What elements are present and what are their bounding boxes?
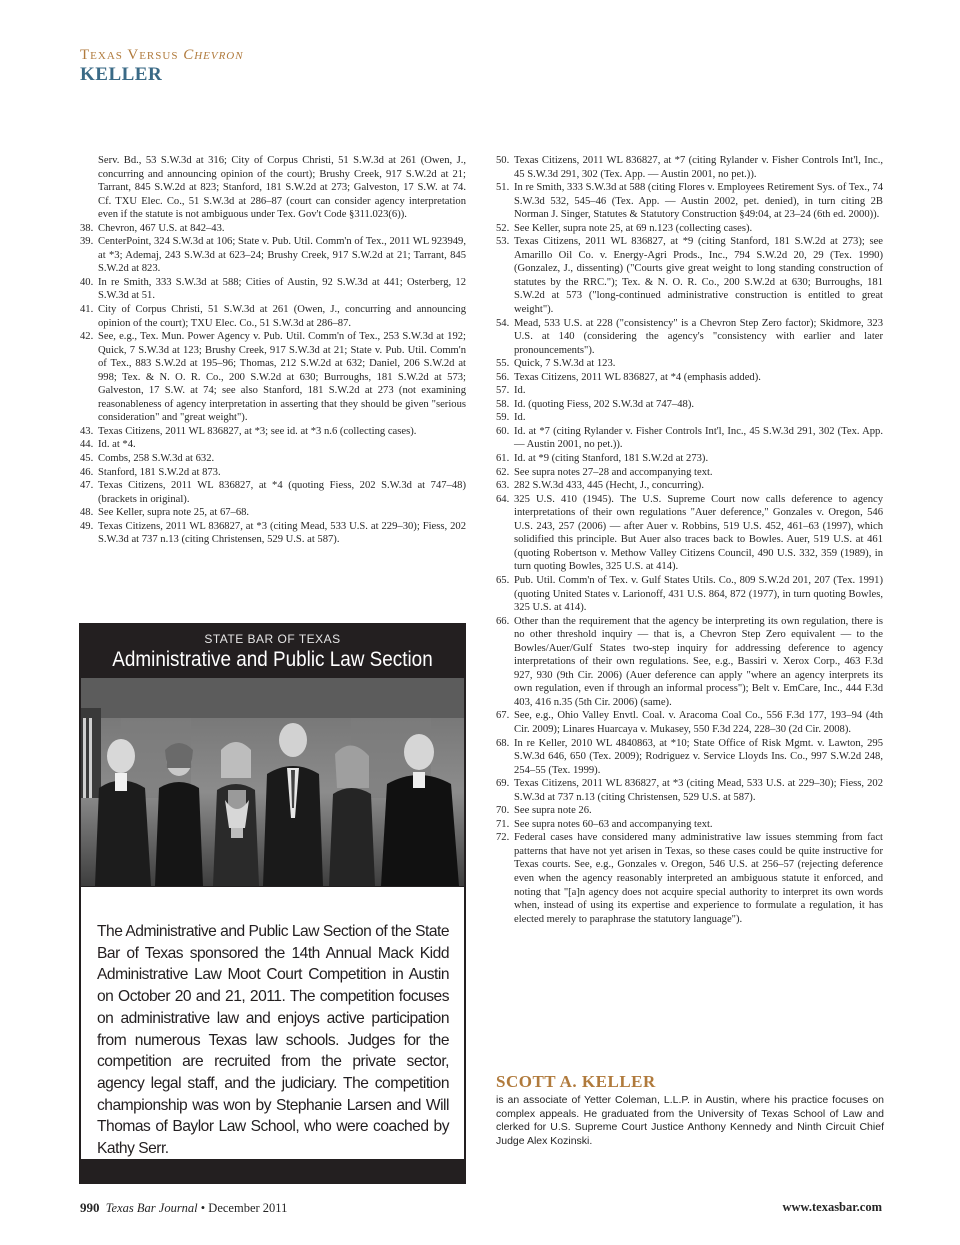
endnote-text: Other than the requirement that the agency be interpreting its own regulation, there is no other threshold inquiry — that is, a Chevron Step Zero equivalent — to the Bowles/Auer/Gulf States two-step inquiry for addressing deference to agency interpretations of their own regulations. See, e.g., Bassiri v. Xerox Corp., 463 F.3d 927, 930 (9th Cir. 2006) (Auer deference can apply "where an agency interprets its own regulation, even if through an informal process"); Belt v. EmCare, Inc., 444 F.3d 403, 416 n.35 (5th Cir. 2006) (same). — [514, 615, 883, 708]
endnote-item — [496, 384, 883, 398]
endnote-number: 57. — [496, 385, 510, 397]
endnote-number: 54. — [496, 317, 510, 329]
endnote-number: 69. — [496, 778, 510, 790]
endnote-text: Texas Citizens, 2011 WL 836827, at *7 (citing Rylander v. Fisher Controls Int'l, Inc., 45 S.W.3d 291, 302 (Tex. App. — Austin 2001, no pet.)). — [514, 155, 883, 180]
endnote-item — [80, 479, 466, 506]
endnote-item — [496, 709, 883, 736]
endnote-number: 66. — [496, 615, 510, 627]
endnote-item — [80, 276, 466, 303]
endnote-item — [496, 452, 883, 466]
endnote-number: 50. — [496, 155, 510, 166]
endnote-number: 70. — [496, 805, 510, 817]
sidebar-box — [79, 623, 466, 1184]
endnote-item — [496, 425, 883, 452]
endnote-number: 65. — [496, 574, 510, 586]
endnote-text: Id. at *4. — [98, 439, 136, 451]
endnote-item — [80, 222, 466, 236]
endnote-text: City of Corpus Christi, 51 S.W.3d at 261 (Owen, J., concurring and announcing opinion of the court); TXU Elec. Co., 51 S.W.3d at 286–87. — [98, 304, 466, 329]
endnote-text: See Keller, supra note 25, at 67–68. — [98, 507, 250, 519]
endnote-number: 49. — [80, 520, 94, 532]
endnote-number: 39. — [80, 236, 94, 248]
sidebar-title: Administrative and Public Law Section — [112, 648, 433, 671]
endnote-text: Id. at *9 (citing Stanford, 181 S.W.2d at 273). — [514, 453, 709, 465]
endnote-number: 56. — [496, 371, 510, 383]
endnote-item — [496, 574, 883, 615]
endnote-item — [80, 154, 466, 222]
endnote-text: Id. at *7 (citing Rylander v. Fisher Controls Int'l, Inc., 45 S.W.3d 291, 302 (Tex. App. — Austin 2001, no pet.)). — [514, 425, 883, 451]
endnote-number: 59. — [496, 412, 510, 424]
endnote-item — [496, 737, 883, 778]
group-photo-image — [81, 678, 464, 886]
endnote-item — [80, 520, 466, 547]
issue-date: December 2011 — [208, 1201, 288, 1215]
endnote-item — [496, 398, 883, 412]
endnote-text: Mead, 533 U.S. at 228 ("consistency" is a Chevron Step Zero factor); Skidmore, 323 U.S. at 140 (considering the agency's "consistency with earlier and later pronouncements"). — [514, 317, 883, 356]
author-bio-text: is an associate of Yetter Coleman, L.L.P. in Austin, where his practice focuses on complex appeals. He graduated from the University of Texas School of Law and clerked for U.S. Supreme Court Justice Anthony Kennedy and Ninth Circuit Chief Judge Alex Kozinski. — [496, 1094, 884, 1148]
endnote-number: 46. — [80, 466, 94, 478]
endnote-text: Pub. Util. Comm'n of Tex. v. Gulf States Utils. Co., 809 S.W.2d 201, 207 (Tex. 1991) (quoting United States v. Larionoff, 431 U.S. 864, 872 (1977), in turn quoting Bowles, 325 U.S. at 414). — [514, 574, 883, 614]
endnote-item — [496, 818, 883, 832]
endnote-item — [80, 303, 466, 330]
endnote-text: Id. — [514, 412, 526, 424]
endnote-text: Combs, 258 S.W.3d at 632. — [98, 453, 215, 465]
endnote-number: 55. — [496, 358, 510, 370]
endnote-number: 48. — [80, 507, 94, 519]
endnote-number: 71. — [496, 818, 510, 830]
endnote-item — [496, 235, 883, 316]
endnote-text: Federal cases have considered many administrative law issues stemming from fact patterns that have not yet arisen in Texas, so these cases could be quite instructive for Texas courts. See, e.g., Gonzales v. Oregon, 546 U.S. at 256–57 (rejecting deference even when the agency reasonably interpreted an ambiguous statute it enforced, and noting that "[a]n agency does not acquire special authority to interpret its own words when, instead of using its expertise and experience to formulate a regulation, it has elected merely to paraphrase the statutory language"). — [514, 832, 883, 925]
endnote-text: Texas Citizens, 2011 WL 836827, at *3 (citing Mead, 533 U.S. at 229–30); Fiess, 202 S.W.3d at 737 n.13 (citing Christensen, 529 U.S. at 587). — [98, 520, 466, 546]
endnote-item — [80, 466, 466, 480]
endnote-item — [496, 317, 883, 358]
endnote-text: 325 U.S. 410 (1945). The U.S. Supreme Court now calls deference to agency interpretations of their own regulations "Auer deference," Gonzales v. Oregon, 546 U.S. 243, 257 (2006) — after Auer v. Robbins, 519 U.S. 452, 461–63 (1997), which solidified this principle. But Auer also traces back to Bowles. Auer, 519 U.S. at 461 (quoting Robertson v. Methow Valley Citizens Council, 490 U.S. 332, 359 (1989), in turn quoting Bowles, 325 U.S. at 414). — [514, 493, 883, 573]
endnote-item — [496, 181, 883, 222]
endnote-text: Texas Citizens, 2011 WL 836827, at *3 (citing Mead, 533 U.S. at 229–30); Fiess, 202 S.W.3d at 737 n.13 (citing Christensen, 529 U.S. at 587). — [514, 778, 883, 803]
endnote-text: In re Smith, 333 S.W.3d at 588; Cities of Austin, 92 S.W.3d at 441; Osterberg, 12 S.W.3d at 51. — [98, 276, 466, 302]
endnote-item — [496, 154, 883, 181]
endnote-number: 45. — [80, 453, 94, 465]
running-head-prefix: Texas Versus — [80, 47, 179, 63]
endnote-item — [496, 222, 883, 236]
sidebar-kicker: STATE BAR OF TEXAS — [204, 632, 341, 646]
endnote-item — [496, 777, 883, 804]
endnote-item — [496, 411, 883, 425]
endnote-text: In re Keller, 2010 WL 4840863, at *10; State Office of Risk Mgmt. v. Lawton, 295 S.W.3d 646, 650 (Tex. 2009); Rodriguez v. Service Lloyds Ins. Co., 997 S.W.2d 248, 254–55 (Tex. 1999). — [514, 737, 883, 776]
endnote-number: 47. — [80, 480, 94, 492]
endnote-text: See supra notes 27–28 and accompanying text. — [514, 466, 713, 478]
endnote-number: 72. — [496, 832, 510, 844]
endnote-text: Texas Citizens, 2011 WL 836827, at *4 (emphasis added). — [514, 371, 761, 383]
endnote-text: See supra notes 60–63 and accompanying text. — [514, 818, 713, 830]
endnote-text: Stanford, 181 S.W.2d at 873. — [98, 466, 221, 478]
endnote-number: 41. — [80, 304, 94, 316]
footer-left — [80, 1200, 287, 1216]
page-number: 990 — [80, 1200, 100, 1215]
endnote-text: See, e.g., Tex. Mun. Power Agency v. Pub. Util. Comm'n of Tex., 253 S.W.3d at 192; Quick, 7 S.W.3d at 123; Brushy Creek, 917 S.W.3d at 21; State v. Pub. Util. Comm'n of Tex., 883 S.W.2d at 195–96; Thomas, 212 S.W.2d at 632; Daniel, 206 S.W.2d at 998; Tex. & N. O. R. Co., 200 S.W.2d at 630; Burroughs, 181 S.W.2d at 573; Galveston, 17 S.W. at 74; see also Stanford, 181 S.W.2d at 273 (not examining reasonableness of agency interpretation in asserting that they should be given "serious consideration" and "great weight"). — [98, 331, 466, 424]
endnote-text: CenterPoint, 324 S.W.3d at 106; State v. Pub. Util. Comm'n of Tex., 2011 WL 923949, at *3; Ademaj, 243 S.W.3d at 623–24; Brushy Creek, 917 S.W.2d at 21; Tarrant, 845 S.W.2d at 823. — [98, 236, 466, 275]
endnote-text: Texas Citizens, 2011 WL 836827, at *9 (citing Stanford, 181 S.W.2d at 273); see Amarillo Oil Co. v. Energy-Agri Prods., Inc., 794 S.W.2d 20, 29 (Tex. 1990) (Gonzalez, J., dissenting) ("Courts give great weight to long standing construction of statutes by the RRC."); Tex. & N. O. R. Co., 200 S.W.2d at 630; Burroughs, 181 S.W.2d at 573 ("long-continued administrative construction is entitled to great weight"). — [514, 236, 883, 316]
endnote-number: 43. — [80, 425, 94, 437]
endnote-number: 52. — [496, 222, 510, 234]
endnote-text: Quick, 7 S.W.3d at 123. — [514, 358, 616, 370]
endnote-item — [80, 425, 466, 439]
endnote-text: See, e.g., Ohio Valley Envtl. Coal. v. Aracoma Coal Co., 556 F.3d 177, 193–94 (4th Cir. 2009); Linares Huarcaya v. Mukasey, 550 F.3d 224, 228–30 (2d Cir. 2008). — [514, 710, 883, 735]
endnote-item — [496, 615, 883, 710]
endnote-item — [496, 831, 883, 926]
endnote-number: 60. — [496, 425, 510, 437]
endnotes-left-column — [80, 154, 466, 547]
endnote-number: 63. — [496, 480, 510, 492]
endnote-item — [80, 330, 466, 425]
endnote-number: 51. — [496, 182, 510, 194]
endnote-number: 67. — [496, 710, 510, 722]
endnotes-right-column — [496, 154, 883, 926]
endnote-item — [496, 493, 883, 574]
sidebar-caption-box — [81, 887, 464, 1159]
endnote-text: In re Smith, 333 S.W.3d at 588 (citing Flores v. Employees Retirement Sys. of Tex., 74 S.W.3d 532, 545–46 (Tex. App. — Austin 2002, pet. denied), in turn citing 2B Norman J. Singer, Statutes & Statutory Construction §49:04, at 23–24 (6th ed. 2000)). — [514, 182, 883, 221]
endnote-number: 58. — [496, 398, 510, 410]
running-head — [80, 47, 244, 64]
endnote-number: 64. — [496, 493, 510, 505]
endnote-number: 61. — [496, 453, 510, 465]
website-link[interactable]: www.texasbar.com — [782, 1200, 882, 1214]
author-bio-name: SCOTT A. KELLER — [496, 1072, 656, 1091]
endnote-text: Texas Citizens, 2011 WL 836827, at *3; see id. at *3 n.6 (collecting cases). — [98, 425, 417, 437]
endnote-number: 40. — [80, 276, 94, 288]
endnote-text: 282 S.W.3d 433, 445 (Hecht, J., concurring). — [514, 480, 704, 492]
endnote-item — [80, 438, 466, 452]
endnote-text: Chevron, 467 U.S. at 842–43. — [98, 222, 225, 234]
endnote-item — [80, 506, 466, 520]
endnote-item — [80, 452, 466, 466]
endnote-number: 42. — [80, 331, 94, 343]
endnote-item — [496, 479, 883, 493]
running-head-author: KELLER — [80, 64, 163, 85]
endnote-item — [496, 804, 883, 818]
endnote-number: 53. — [496, 236, 510, 248]
sidebar-caption: The Administrative and Public Law Section of the State Bar of Texas sponsored the 14th Annual Mack Kidd Administrative Law Moot Court Competition in Austin on October 20 and 21, 2011. The competition focuses on administrative law and enjoys active participation from numerous Texas law schools. Judges for the competition are recruited from the private sector, agency legal staff, and the judiciary. The competition championship was won by Stephanie Larsen and Will Thomas of Baylor Law School, who were coached by Kathy Serr. — [97, 923, 449, 1158]
endnote-text: Texas Citizens, 2011 WL 836827, at *4 (quoting Fiess, 202 S.W.3d at 747–48) (brackets in original). — [98, 480, 466, 505]
endnote-item — [80, 235, 466, 276]
journal-name: Texas Bar Journal — [105, 1201, 198, 1215]
endnote-text: See Keller, supra note 25, at 69 n.123 (collecting cases). — [514, 222, 753, 234]
endnote-text: Serv. Bd., 53 S.W.3d at 316; City of Corpus Christi, 51 S.W.3d at 261 (Owen, J., concurring and announcing opinion of the court); Brushy Creek, 917 S.W.2d at 21; Tarrant, 845 S.W.2d at 823; Stanford, 181 S.W.2d at 273; Galveston, 17 S.W. at 74. Cf. TXU Elec. Co., 51 S.W.3d at 286–87 (court can consider agency interpretation even if the statute is not ambiguous under Tex. Gov't Code §311.023(6)). — [98, 155, 466, 221]
footer-separator: • — [200, 1201, 206, 1215]
endnote-number: 38. — [80, 222, 94, 234]
endnote-number: 44. — [80, 439, 94, 451]
endnote-text: See supra note 26. — [514, 805, 592, 817]
endnote-text: Id. (quoting Fiess, 202 S.W.3d at 747–48). — [514, 398, 694, 410]
endnote-number: 68. — [496, 737, 510, 749]
endnote-text: Id. — [514, 385, 526, 397]
endnote-item — [496, 466, 883, 480]
endnote-number: 62. — [496, 466, 510, 478]
running-head-italic: Chevron — [183, 47, 244, 63]
group-photo — [81, 678, 464, 886]
endnote-item — [496, 371, 883, 385]
endnote-item — [496, 357, 883, 371]
